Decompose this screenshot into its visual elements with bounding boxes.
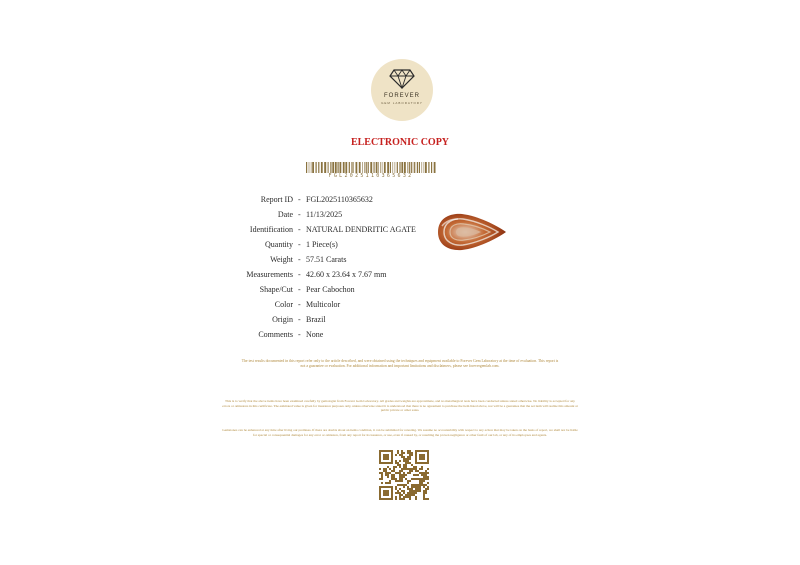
value-quantity: 1 Piece(s) xyxy=(306,240,338,249)
separator: - xyxy=(298,240,301,249)
row-quantity xyxy=(200,239,460,254)
barcode-number: FGL2025110365632 xyxy=(328,173,414,179)
value-identification: NATURAL DENDRITIC AGATE xyxy=(306,225,416,234)
separator: - xyxy=(298,315,301,324)
row-date xyxy=(200,209,460,224)
separator: - xyxy=(298,270,301,279)
separator: - xyxy=(298,300,301,309)
label-identification: Identification xyxy=(249,225,293,234)
row-color xyxy=(200,299,460,314)
separator: - xyxy=(298,285,301,294)
qr-code[interactable] xyxy=(379,450,429,500)
row-comments xyxy=(200,329,460,344)
value-weight: 57.51 Carats xyxy=(306,255,347,264)
row-weight xyxy=(200,254,460,269)
disclaimer-verification: This is to verify that the above items have been examined carefully by gemologist from Forever Gem Laboratory. All grades and weights are approximate, and no metallurgical tests have been conducted unless stated otherwise. No liability is accepted for any errors or omissions in this certificate. The estimated value is given for insurance purposes only, unless otherwise stated it is understood that there is no agreement to purchase the item listed above, nor will be a guarantee that the set item will realize this amount at public private or other sales. xyxy=(222,399,578,413)
value-date: 11/13/2025 xyxy=(306,210,343,219)
lab-logo-subtitle: GEM LABORATORY xyxy=(381,101,423,105)
diamond-icon xyxy=(389,69,415,89)
row-identification xyxy=(200,224,460,239)
value-report-id: FGL2025110365632 xyxy=(306,195,373,204)
label-comments: Comments xyxy=(258,330,293,339)
row-report-id xyxy=(200,194,460,209)
disclaimer-enhancement: Gemstones can be enhanced at any time after living our premises. If there are doubts about an items condition, it can be submitted for retesting. We assume no accountability with respect to any action that may be taken on the basis of report, we shall not be liable for special or consequential damages for any error or omission, from any report for its issuance, or use, even if caused by, or resulting the proven negligence or other fault of our lab, or any of its employees and agents. xyxy=(222,428,578,437)
electronic-copy-banner: ELECTRONIC COPY xyxy=(350,137,450,148)
label-report-id: Report ID xyxy=(260,195,293,204)
separator: - xyxy=(298,330,301,339)
label-quantity: Quantity xyxy=(265,240,293,249)
label-shape-cut: Shape/Cut xyxy=(259,285,293,294)
value-origin: Brazil xyxy=(306,315,326,324)
value-comments: None xyxy=(306,330,324,339)
lab-logo xyxy=(371,59,433,121)
value-color: Multicolor xyxy=(306,300,341,309)
barcode xyxy=(306,162,436,173)
gem-photo xyxy=(436,212,508,252)
value-shape-cut: Pear Cabochon xyxy=(306,285,355,294)
row-origin xyxy=(200,314,460,329)
label-origin: Origin xyxy=(272,315,293,324)
row-shape-cut xyxy=(200,284,460,299)
separator: - xyxy=(298,195,301,204)
label-date: Date xyxy=(277,210,293,219)
separator: - xyxy=(298,210,301,219)
disclaimer-results: The test results documented in this report refer only to the article described, and were obtained using the techniques and equipment available to Forever Gem Laboratory at the time of evaluation. This report is not a guarantee or evaluation. For additional information and important limitations and disclaimers, please see forevergemlab.com. xyxy=(241,359,559,368)
value-measurements: 42.60 x 23.64 x 7.67 mm xyxy=(306,270,387,279)
lab-logo-name: FOREVER xyxy=(383,93,420,99)
row-measurements xyxy=(200,269,460,284)
label-color: Color xyxy=(274,300,293,309)
separator: - xyxy=(298,225,301,234)
label-weight: Weight xyxy=(270,255,293,264)
label-measurements: Measurements xyxy=(246,270,293,279)
separator: - xyxy=(298,255,301,264)
